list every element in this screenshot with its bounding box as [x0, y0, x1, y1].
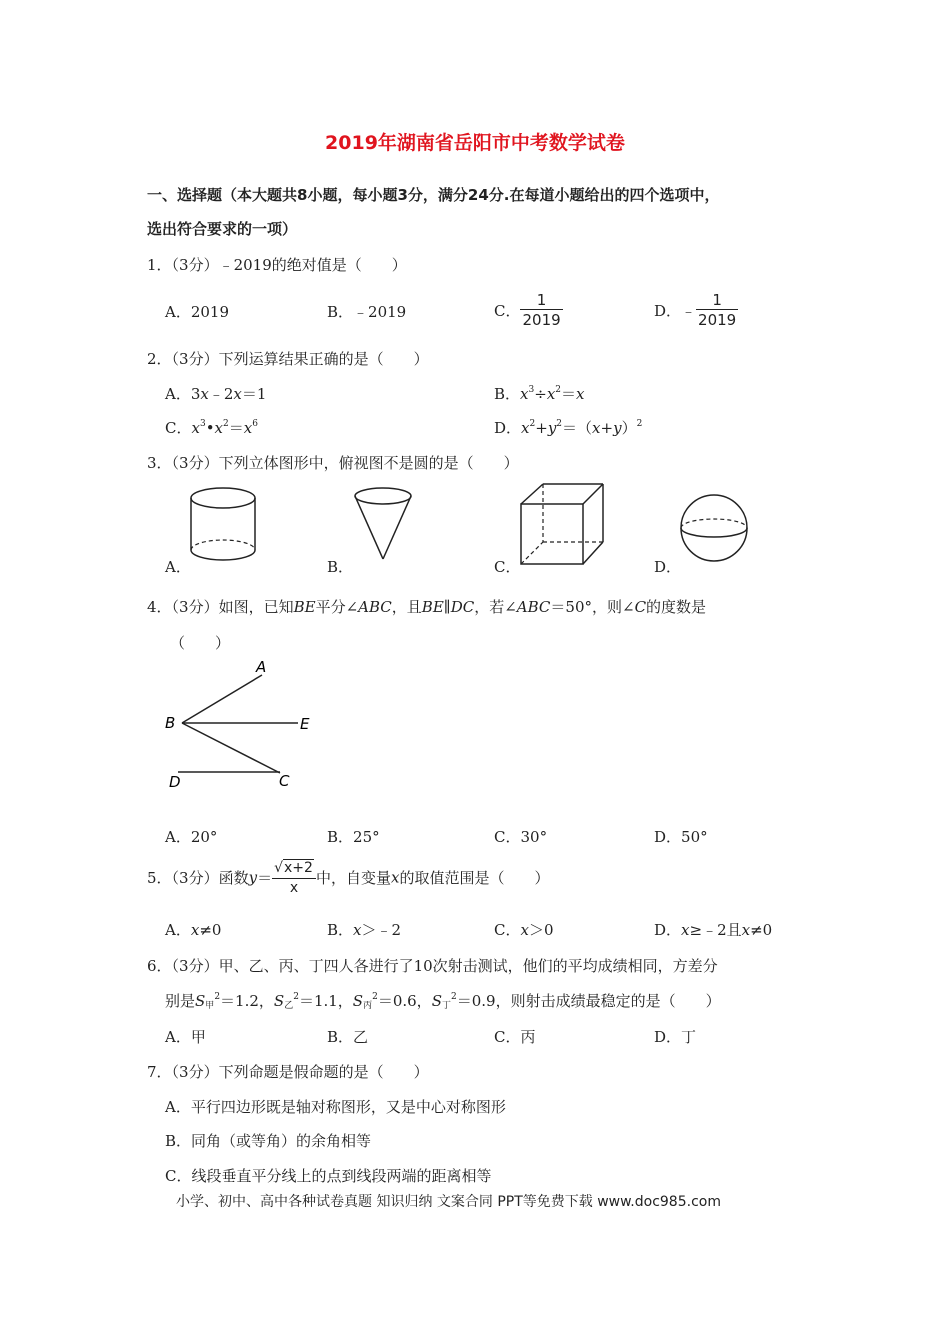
- q1-option-b: B．﹣2019: [327, 303, 407, 321]
- q6-sup4: 2: [450, 992, 457, 1002]
- q5-text-3: 的取值范围是（ ）: [399, 869, 550, 887]
- q1-option-d-label: D．﹣: [654, 302, 697, 320]
- q1-c-denominator: 2019: [522, 311, 561, 329]
- q5-text-x: x: [390, 868, 400, 887]
- q5-text-1: 5．（3分）函数: [147, 869, 249, 887]
- q1-option-c-fraction: [520, 291, 562, 330]
- q5-d-rest: ≥﹣2且: [689, 921, 742, 939]
- q6-s2: S: [273, 992, 285, 1010]
- q5-c-var: x: [520, 921, 529, 939]
- q5-b-rest: ＞﹣2: [361, 921, 402, 939]
- sphere-figure: [676, 490, 752, 566]
- q4-stem-line2: （ ）: [170, 634, 231, 652]
- q2-c-label: C．: [165, 419, 192, 437]
- section-heading-line1: 一、选择题（本大题共8小题，每小题3分，满分24分.在每道小题给出的四个选项中，: [147, 186, 720, 204]
- label-c: C: [279, 772, 290, 790]
- q5-d-var2: x: [741, 921, 751, 939]
- footer-ad: 小学、初中、高中各种试卷真题 知识归纳 文案合同 PPT等免费下载 www.doc985.com: [176, 1194, 721, 1210]
- q4-text-3: ，且: [391, 598, 422, 616]
- q1-option-d-fraction: [696, 291, 738, 330]
- q6-val4: ＝0.9，则射击成绩最稳定的是（ ）: [456, 992, 721, 1010]
- q4-option-b: B．25°: [327, 828, 380, 846]
- q5-a-label: A．: [165, 921, 191, 939]
- q2-a-label: A．: [165, 385, 191, 403]
- q2-stem: 2．（3分）下列运算结果正确的是（ ）: [147, 350, 429, 368]
- q6-prefix: 别是: [165, 992, 196, 1010]
- q5-option-d: [654, 919, 772, 940]
- q4-text-be: BE: [293, 598, 316, 616]
- q6-val3: ＝0.6，: [377, 992, 432, 1010]
- q5-stem: [147, 858, 549, 897]
- q6-val1: ＝1.2，: [220, 992, 274, 1010]
- q2-b-label: B．: [494, 385, 521, 403]
- q6-sub1: 甲: [205, 1001, 215, 1011]
- q5-d-var: x: [681, 921, 690, 939]
- q3-option-a: A．: [165, 558, 191, 576]
- q6-sub4: 丁: [441, 1001, 451, 1011]
- q6-sup3: 2: [372, 992, 378, 1002]
- label-a: A: [256, 658, 267, 676]
- q5-radicand: x+2: [284, 860, 313, 876]
- q5-fraction-denominator: x: [289, 880, 299, 896]
- q6-option-b: B．乙: [327, 1028, 369, 1046]
- q2-option-d: D．$x^2+y^2=(x+y)^2$: [494, 419, 643, 437]
- cone-figure: [350, 484, 420, 564]
- q5-a-var: x: [190, 921, 200, 939]
- q4-text-bedc: BE∥DC: [421, 598, 475, 616]
- q5-option-a: [165, 919, 221, 940]
- q4-text-abc: ABC: [358, 598, 392, 616]
- q7-option-c: C．线段垂直平分线上的点到线段两端的距离相等: [165, 1167, 492, 1185]
- q4-option-c: C．30°: [494, 828, 548, 846]
- q4-text-5: ＝50°，则∠: [550, 598, 635, 616]
- label-d: D: [169, 773, 181, 791]
- page-title: 2019年湖南省岳阳市中考数学试卷: [325, 132, 625, 154]
- q1-c-numerator: 1: [520, 291, 562, 310]
- q4-text-abc2: ABC: [516, 598, 551, 616]
- q5-option-c: [494, 919, 554, 940]
- q5-text-y: y: [248, 868, 258, 887]
- q6-val2: ＝1.1，: [298, 992, 353, 1010]
- q6-sup1: 2: [214, 992, 221, 1002]
- q1-d-denominator: 2019: [698, 311, 737, 329]
- q5-c-rest: ＞0: [528, 921, 554, 939]
- q6-s3: S: [352, 992, 364, 1010]
- q5-d-rest2: ≠0: [750, 921, 773, 939]
- q6-s4: S: [431, 992, 442, 1010]
- q7-option-b: B．同角（或等角）的余角相等: [165, 1132, 372, 1150]
- q5-d-label: D．: [654, 921, 682, 939]
- q4-option-a: A．20°: [165, 828, 218, 846]
- q6-sub3: 丙: [363, 1001, 373, 1011]
- q1-option-d: [654, 291, 738, 330]
- q1-option-c: [494, 291, 563, 330]
- q5-text-2: 中，自变量: [315, 869, 391, 887]
- q1-option-c-label: C．: [494, 302, 521, 320]
- q5-b-var: x: [353, 921, 362, 939]
- q5-c-label: C．: [494, 921, 521, 939]
- q6-stem-line2: [165, 990, 721, 1011]
- q6-option-d: D．丁: [654, 1028, 697, 1046]
- q1-d-numerator: 1: [696, 291, 738, 310]
- q4-text-c: C: [634, 598, 647, 616]
- q6-stem-line1: 6．（3分）甲、乙、丙、丁四人各进行了10次射击测试，他们的平均成绩相同，方差分: [147, 957, 718, 975]
- label-b: B: [165, 714, 176, 732]
- q2-option-c: C．$x^3•x^2=x^6$: [165, 419, 258, 437]
- q5-b-label: B．: [327, 921, 354, 939]
- q5-function-fraction: [272, 858, 316, 897]
- cube-figure: [515, 480, 610, 570]
- q7-stem: 7．（3分）下列命题是假命题的是（ ）: [147, 1063, 429, 1081]
- q5-fraction-numerator: √x+2: [272, 858, 316, 879]
- q4-text-1: 4．（3分）如图，已知: [147, 598, 294, 616]
- q5-text-eq: ＝: [257, 869, 273, 887]
- q1-option-a: A．2019: [165, 303, 230, 321]
- q4-text-2: 平分∠: [315, 598, 359, 616]
- cylinder-figure: [185, 482, 265, 572]
- q4-stem: [147, 596, 706, 617]
- label-e: E: [300, 715, 310, 733]
- section-heading-line2: 选出符合要求的一项）: [147, 220, 298, 238]
- q4-option-d: D．50°: [654, 828, 708, 846]
- q6-sub2: 乙: [284, 1001, 294, 1011]
- q6-s1: S: [195, 992, 206, 1010]
- q5-a-rest: ≠0: [199, 921, 222, 939]
- q6-sup2: 2: [293, 992, 299, 1002]
- q6-option-a: A．甲: [165, 1028, 206, 1046]
- q3-option-d: D．: [654, 558, 682, 576]
- angle-figure: [160, 655, 330, 795]
- q3-option-c: C．: [494, 558, 521, 576]
- q4-text-6: 的度数是: [646, 598, 707, 616]
- q3-option-b: B．: [327, 558, 354, 576]
- q7-option-a: A．平行四边形既是轴对称图形，又是中心对称图形: [165, 1098, 506, 1116]
- q4-text-4: ，若∠: [474, 598, 517, 616]
- q2-option-a: A．3x﹣2x＝1: [165, 385, 267, 403]
- q5-option-b: [327, 919, 401, 940]
- q6-option-c: C．丙: [494, 1028, 536, 1046]
- q3-stem: 3．（3分）下列立体图形中，俯视图不是圆的是（ ）: [147, 454, 519, 472]
- q2-option-b: B．$x^3\div x^2=x$: [494, 385, 585, 403]
- q2-d-label: D．: [494, 419, 522, 437]
- q1-stem: 1．（3分）﹣2019的绝对值是（ ）: [147, 256, 407, 274]
